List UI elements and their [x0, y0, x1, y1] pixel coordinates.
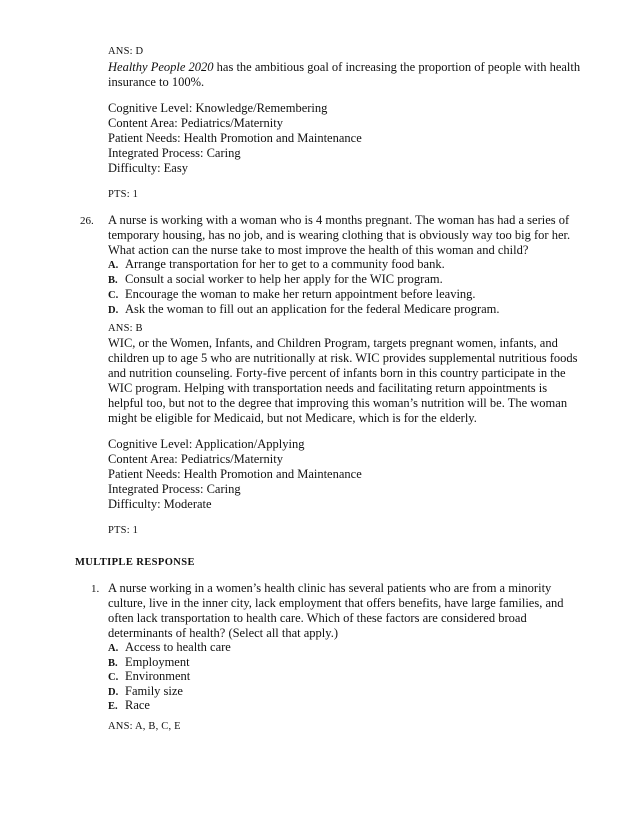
option-text: Consult a social worker to help her apply for the WIC program.	[125, 272, 443, 286]
option-letter: A.	[108, 643, 119, 654]
option-text: Arrange transportation for her to get to a community food bank.	[125, 257, 445, 271]
mr1-stem-line: determinants of health? (Select all that apply.)	[108, 626, 339, 640]
section-heading: MULTIPLE RESPONSE	[75, 557, 195, 568]
option-text: Family size	[125, 684, 183, 698]
q25-difficulty: Difficulty: Easy	[108, 161, 188, 175]
q26-option-b	[108, 272, 443, 288]
mr1-option-c	[108, 669, 190, 685]
q26-rationale-line: children up to age 5 who are nutritionally at risk. WIC provides supplemental nutritious foods	[108, 351, 578, 365]
mr1-option-e	[108, 698, 150, 714]
option-letter: D.	[108, 687, 119, 698]
q26-option-a	[108, 257, 445, 273]
option-letter: A.	[108, 260, 119, 271]
q25-rationale	[108, 60, 588, 90]
q26-number: 26.	[80, 215, 94, 227]
q26-answer: ANS: B	[108, 323, 143, 334]
mr1-answer: ANS: A, B, C, E	[108, 721, 181, 732]
q25-points: PTS: 1	[108, 189, 139, 200]
mr1-stem-line: culture, live in the inner city, lack employment that offers benefits, have large families, and	[108, 596, 564, 610]
mr1-number: 1.	[91, 583, 100, 595]
q26-cognitive-level: Cognitive Level: Application/Applying	[108, 437, 305, 451]
q25-rationale-title: Healthy People 2020	[108, 60, 214, 74]
q25-answer: ANS: D	[108, 46, 144, 57]
q26-rationale-line: might be eligible for Medicaid, but not Medicare, which is for the elderly.	[108, 411, 477, 425]
option-letter: C.	[108, 290, 119, 301]
mr1-option-a	[108, 640, 231, 656]
option-text: Race	[125, 698, 150, 712]
q26-option-c	[108, 287, 476, 303]
q26-stem	[108, 213, 608, 258]
q25-rationale-line: insurance to 100%.	[108, 75, 205, 89]
q26-points: PTS: 1	[108, 525, 139, 536]
q26-rationale-line: and nutrition counseling. Forty-five percent of infants born in this country participate in the	[108, 366, 566, 380]
mr1-stem	[108, 581, 608, 641]
option-letter: B.	[108, 658, 118, 669]
q25-cognitive-level: Cognitive Level: Knowledge/Remembering	[108, 101, 328, 115]
option-letter: B.	[108, 275, 118, 286]
option-text: Environment	[125, 669, 191, 683]
option-letter: D.	[108, 305, 119, 316]
q25-integrated-process: Integrated Process: Caring	[108, 146, 241, 160]
q26-stem-line: What action can the nurse take to most improve the health of this woman and child?	[108, 243, 529, 257]
q26-rationale-line: WIC, or the Women, Infants, and Children Program, targets pregnant women, infants, and	[108, 336, 558, 350]
q25-content-area: Content Area: Pediatrics/Maternity	[108, 116, 283, 130]
q26-difficulty: Difficulty: Moderate	[108, 497, 212, 511]
option-text: Encourage the woman to make her return appointment before leaving.	[125, 287, 476, 301]
option-letter: C.	[108, 672, 119, 683]
q25-patient-needs: Patient Needs: Health Promotion and Maintenance	[108, 131, 362, 145]
q26-rationale-line: helpful too, but not to the degree that improving this woman’s nutrition will be. The woman	[108, 396, 568, 410]
q26-stem-line: temporary housing, has no job, and is wearing clothing that is obviously way too big for her.	[108, 228, 571, 242]
q26-patient-needs: Patient Needs: Health Promotion and Maintenance	[108, 467, 362, 481]
q26-content-area: Content Area: Pediatrics/Maternity	[108, 452, 283, 466]
q26-rationale-line: WIC program. Helping with transportation needs and facilitating return appointments is	[108, 381, 548, 395]
q25-metadata	[108, 101, 588, 176]
mr1-stem-line: often lack transportation to health care. Which of these factors are considered broad	[108, 611, 527, 625]
q25-rationale-text: has the ambitious goal of increasing the proportion of people with health	[213, 60, 581, 74]
option-text: Employment	[125, 655, 190, 669]
q26-rationale	[108, 336, 608, 426]
q26-stem-line: A nurse is working with a woman who is 4 months pregnant. The woman has had a series of	[108, 213, 570, 227]
q26-option-d	[108, 302, 500, 318]
q26-metadata	[108, 437, 588, 512]
option-text: Access to health care	[125, 640, 231, 654]
mr1-stem-line: A nurse working in a women’s health clinic has several patients who are from a minority	[108, 581, 552, 595]
option-text: Ask the woman to fill out an application for the federal Medicare program.	[125, 302, 500, 316]
q26-integrated-process: Integrated Process: Caring	[108, 482, 241, 496]
option-letter: E.	[108, 701, 118, 712]
